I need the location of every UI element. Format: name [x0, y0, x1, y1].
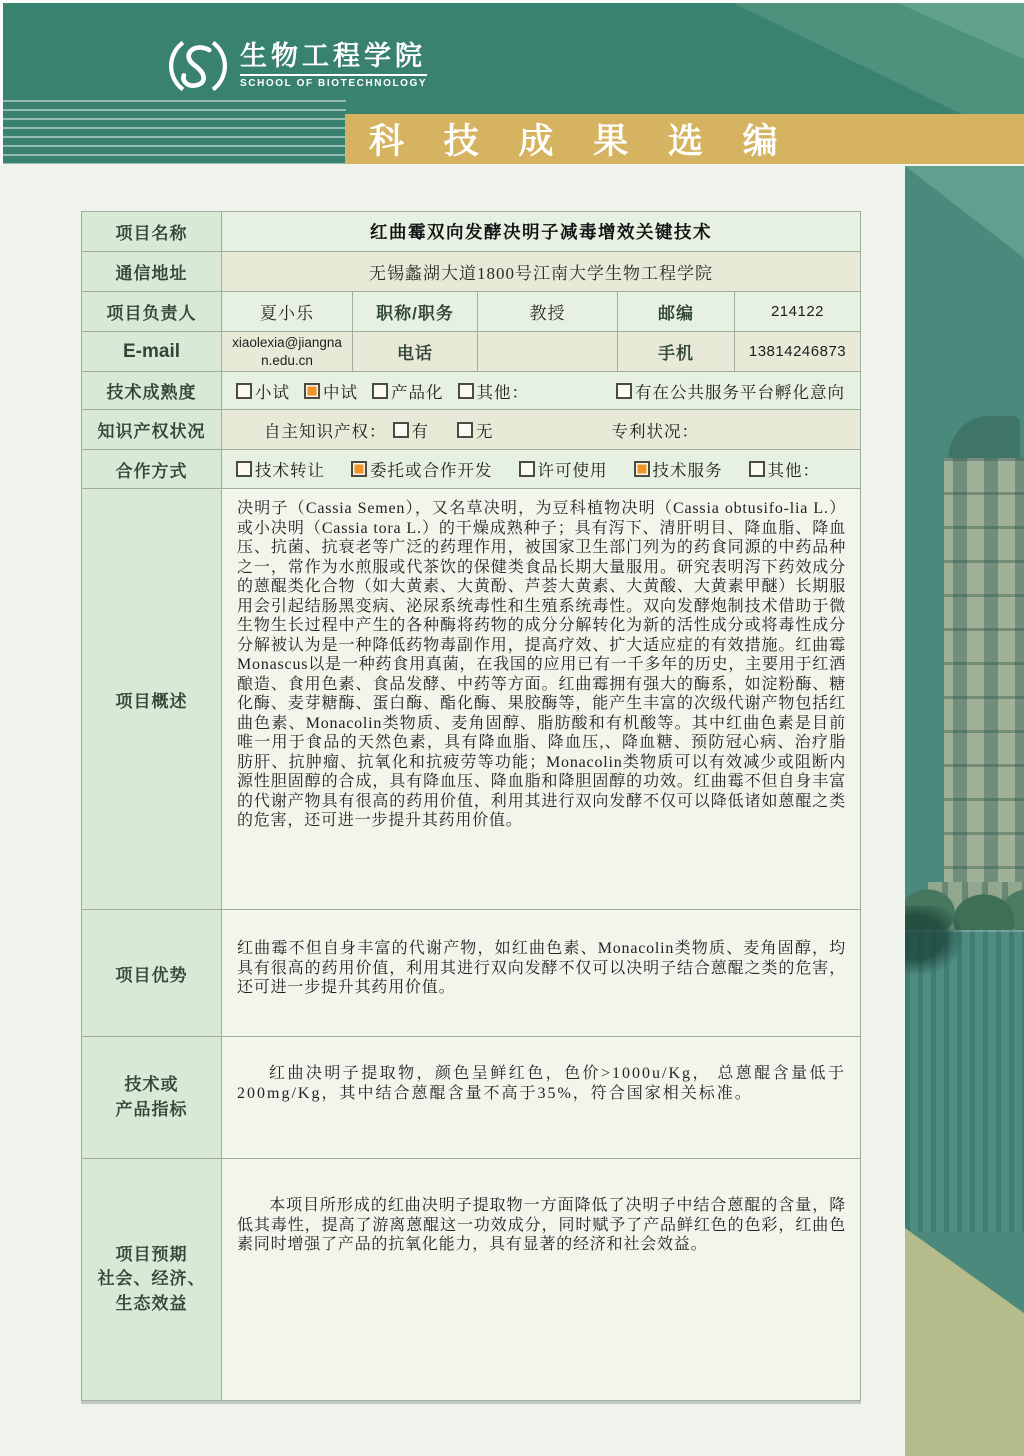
school-logo-text [240, 43, 427, 89]
checkbox-icon [749, 461, 765, 477]
table-row [82, 1159, 861, 1401]
email-value: xiaolexia@jiangnan.edu.cn [222, 332, 353, 372]
checkbox-label: 其他： [767, 461, 820, 480]
table-row [82, 489, 861, 910]
maturity-options [222, 372, 861, 410]
checkbox-pilot-test[interactable] [304, 379, 358, 403]
checkbox-maturity-other[interactable] [458, 379, 530, 403]
checkbox-commissioned-dev[interactable] [351, 457, 493, 481]
checkbox-ip-yes[interactable] [393, 418, 430, 442]
leader-label: 项目负责人 [82, 292, 222, 332]
advantage-cell [222, 910, 861, 1037]
checkbox-label: 产品化 [391, 382, 444, 402]
checkbox-label: 中试 [323, 382, 358, 402]
phone-label: 电话 [353, 332, 478, 372]
zip-label: 邮编 [618, 292, 735, 332]
leader-value: 夏小乐 [222, 292, 353, 332]
checkbox-label: 技术转让 [255, 461, 325, 480]
checkbox-ip-no[interactable] [457, 418, 494, 442]
table-row [82, 212, 861, 252]
tree-silhouette [905, 906, 965, 976]
checkbox-label: 委托或合作开发 [370, 461, 493, 480]
table-row [82, 910, 861, 1037]
address-label: 通信地址 [82, 252, 222, 292]
checkbox-tech-service[interactable] [634, 457, 723, 481]
advantage-label: 项目优势 [82, 910, 222, 1037]
checkbox-icon [304, 383, 320, 399]
page-title: 科 技 成 果 选 编 [369, 122, 793, 161]
checkbox-label: 小试 [255, 382, 290, 402]
phone-value [478, 332, 618, 372]
table-row [82, 1037, 861, 1159]
benefits-cell [222, 1159, 861, 1401]
checkbox-icon [634, 461, 650, 477]
checkbox-icon [351, 461, 367, 477]
table-row [82, 450, 861, 489]
checkbox-tech-transfer[interactable] [236, 457, 325, 481]
address-value: 无锡蠡湖大道1800号江南大学生物工程学院 [222, 252, 861, 292]
school-logo [168, 36, 427, 96]
patent-status-label: 专利状况： [611, 421, 699, 441]
checkbox-icon [616, 383, 632, 399]
indicators-label: 技术或 产品指标 [82, 1037, 222, 1159]
checkbox-productization[interactable] [372, 379, 444, 403]
table-row [82, 372, 861, 410]
cooperation-label: 合作方式 [82, 450, 222, 489]
mobile-label: 手机 [618, 332, 735, 372]
ip-status-options [222, 410, 861, 450]
checkbox-label: 有 [411, 421, 429, 441]
checkbox-label: 有在公共服务平台孵化意向 [635, 382, 845, 402]
table-row [82, 292, 861, 332]
project-info-table [81, 211, 861, 1401]
ip-own-label: 自主知识产权： [264, 421, 387, 441]
checkbox-label: 其他： [476, 382, 529, 402]
email-label: E-mail [82, 332, 222, 372]
benefits-label: 项目预期 社会、经济、 生态效益 [82, 1159, 222, 1401]
checkbox-incubation-intent[interactable] [616, 379, 845, 403]
checkbox-icon [236, 461, 252, 477]
strip-diagonal-highlight [905, 166, 1024, 258]
indicators-text: 红曲决明子提取物，颜色呈鲜红色，色价>1000u/Kg， 总蒽醌含量低于200mg/Kg，其中结合蒽醌含量不高于35%，符合国家相关标准。 [237, 1065, 846, 1102]
title-value: 教授 [478, 292, 618, 332]
building-illustration [944, 458, 1024, 888]
overview-label: 项目概述 [82, 489, 222, 910]
school-name-en: SCHOOL OF BIOTECHNOLOGY [240, 74, 427, 89]
advantage-text: 红曲霉不但自身丰富的代谢产物，如红曲色素、Monacolin类物质、麦角固醇，均具有很高的药用价值，利用其进行双向发酵不仅可以决明子结合蒽醌之类的危害，还可进一步提升其药用价值。 [237, 940, 846, 996]
checkbox-small-test[interactable] [236, 379, 290, 403]
checkbox-cooperation-other[interactable] [749, 457, 821, 481]
checkbox-icon [393, 422, 409, 438]
cooperation-options [222, 450, 861, 489]
page-edge-left [0, 0, 3, 166]
overview-text: 决明子（Cassia Semen），又名草决明，为豆科植物决明（Cassia obtusifo-lia L.）或小决明（Cassia tora L.）的干燥成熟种子；具有泻下、清肝明目、降血脂、降血压、抗菌、抗衰老等广泛的药理作用，被国家卫生部门列为的药食同源的中药品种之一，常作为水煎服或代茶饮的保健类食品长期大量服用。研究表明泻下药效成分的蒽醌类化合物（如大黄素、大黄酚、芦荟大黄素、大黄酸、大黄素甲醚）长期服用会引起结肠黑变病、泌尿系统毒性和生殖系统毒性。双向发酵炮制技术借助于微生物生长过程中产生的各种酶将药物的成分分解转化为新的活性成分或将毒性成分分解被认为是一种降低药物毒副作用，提高疗效、扩大适应症的有效措施。红曲霉Monascus以是一种药食用真菌，在我国的应用已有一千多年的历史，主要用于红酒酿造、食用色素、食品发酵、中药等方面。红曲霉拥有强大的酶系，如淀粉酶、糖化酶、麦芽糖酶、蛋白酶、酯化酶、果胶酶等，能产生丰富的次级代谢产物包括红曲色素、Monacolin类物质、麦角固醇、脂肪酸和有机酸等。其中红曲色素是目前唯一用于食品的天然色素，具有降血脂、降血压,、降血糖、预防冠心病、治疗脂肪肝、抗肿瘤、抗氧化和抗疲劳等功能；Monacolin类物质可以有效减少或阻断内源性胆固醇的合成，具有降血压、降血脂和降胆固醇的功效。红曲霉不但自身丰富的代谢产物具有很高的药用价值，利用其进行双向发酵不仅可以降低诸如蒽醌之类的危害，还可进一步提升其药用价值。 [237, 500, 846, 829]
overview-cell [222, 489, 861, 910]
school-name-cn: 生物工程学院 [240, 41, 426, 71]
benefits-text: 本项目所形成的红曲决明子提取物一方面降低了决明子中结合蒽醌的含量，降低其毒性，提高了游离蒽醌这一功效成分，同时赋予了产品鲜红色的色彩，红曲色素同时增强了产品的抗氧化能力，具有显著的经济和社会效益。 [237, 1197, 846, 1253]
mobile-value: 13814246873 [735, 332, 861, 372]
indicators-cell [222, 1037, 861, 1159]
project-name-label: 项目名称 [82, 212, 222, 252]
project-name-value: 红曲霉双向发酵决明子减毒增效关键技术 [222, 212, 861, 252]
header-stripes-decoration [0, 100, 346, 164]
title-banner [345, 114, 1024, 164]
checkbox-label: 许可使用 [537, 461, 608, 480]
checkbox-icon [457, 422, 473, 438]
checkbox-license-use[interactable] [519, 457, 608, 481]
school-logo-icon [168, 36, 228, 96]
khaki-diagonal-overlay [905, 1228, 1024, 1456]
table-row [82, 332, 861, 372]
checkbox-icon [519, 461, 535, 477]
checkbox-icon [458, 383, 474, 399]
ip-status-label: 知识产权状况 [82, 410, 222, 450]
maturity-label: 技术成熟度 [82, 372, 222, 410]
title-label: 职称/职务 [353, 292, 478, 332]
checkbox-icon [372, 383, 388, 399]
checkbox-label: 无 [476, 421, 494, 441]
zip-value: 214122 [735, 292, 861, 332]
building-roof [948, 416, 1020, 464]
campus-photo-strip [905, 166, 1024, 1456]
checkbox-label: 技术服务 [652, 461, 723, 480]
table-row [82, 410, 861, 450]
page-edge-top [0, 0, 1024, 3]
checkbox-icon [236, 383, 252, 399]
table-row [82, 252, 861, 292]
page-header [0, 0, 1024, 164]
